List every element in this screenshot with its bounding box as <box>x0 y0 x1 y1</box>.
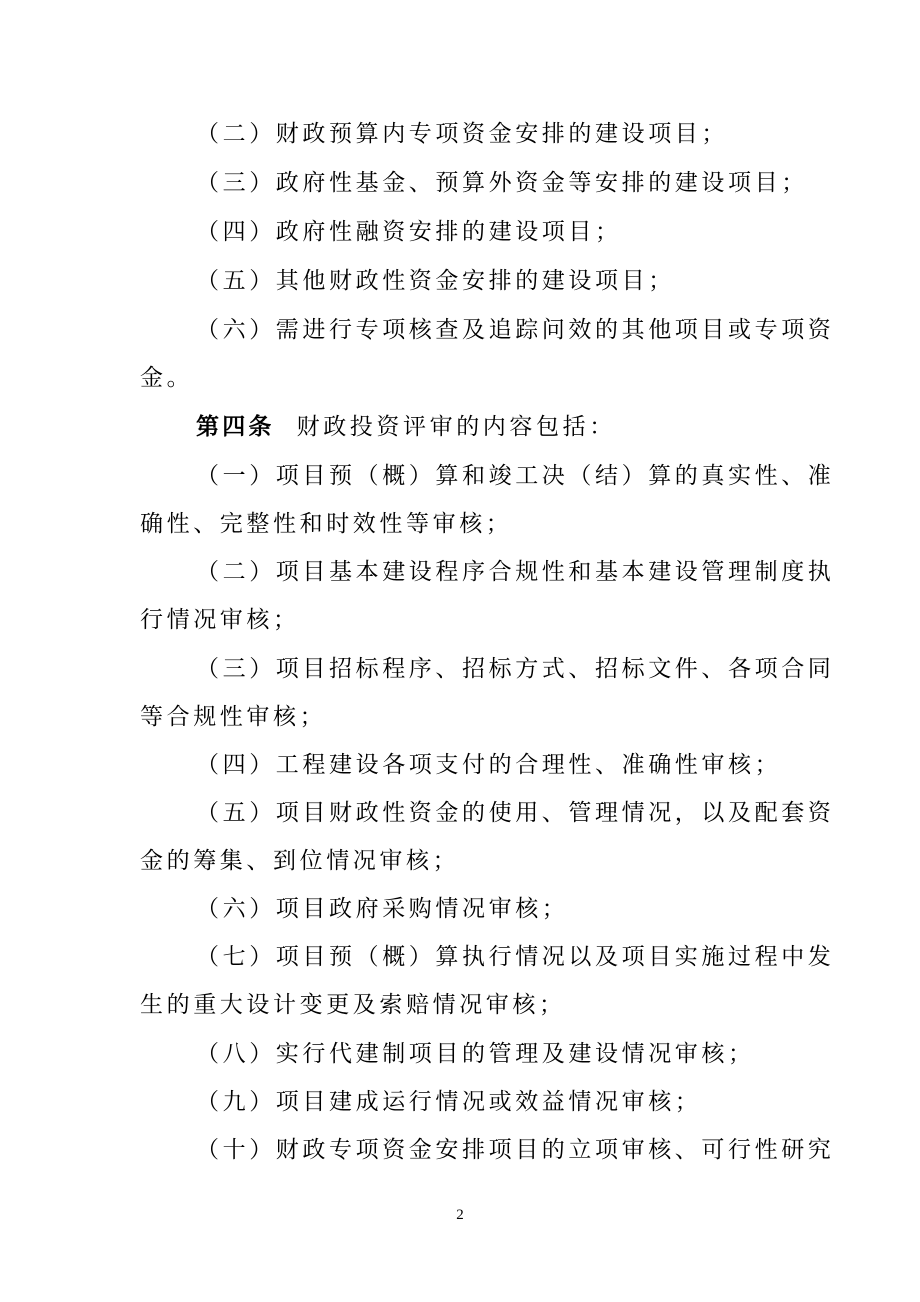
paragraph-line: （三）政府性基金、预算外资金等安排的建设项目； <box>196 170 808 196</box>
paragraph-line: （十）财政专项资金安排项目的立项审核、可行性研究 <box>196 1137 835 1163</box>
paragraph-line: 金的筹集、到位情况审核； <box>140 848 460 874</box>
paragraph-line: 生的重大设计变更及索赔情况审核； <box>140 992 566 1018</box>
paragraph-line: （一）项目预（概）算和竣工决（结）算的真实性、准 <box>196 463 835 489</box>
paragraph-line: （九）项目建成运行情况或效益情况审核； <box>196 1089 702 1115</box>
paragraph-line: （二）财政预算内专项资金安排的建设项目； <box>196 121 728 147</box>
page-number: 2 <box>456 1207 464 1223</box>
paragraph-line: 确性、完整性和时效性等审核； <box>140 511 513 537</box>
paragraph-line: （六）需进行专项核查及追踪问效的其他项目或专项资 <box>196 317 835 343</box>
paragraph-line: （八）实行代建制项目的管理及建设情况审核； <box>196 1041 755 1067</box>
paragraph-line: （五）项目财政性资金的使用、管理情况，以及配套资 <box>196 800 835 826</box>
article-four-line <box>196 412 616 442</box>
paragraph-line: （四）政府性融资安排的建设项目； <box>196 219 622 245</box>
paragraph-line: （四）工程建设各项支付的合理性、准确性审核； <box>196 752 782 778</box>
article-heading: 第四条 <box>196 413 275 440</box>
paragraph-line: 等合规性审核； <box>140 704 327 730</box>
paragraph-line: （二）项目基本建设程序合规性和基本建设管理制度执 <box>196 559 835 585</box>
paragraph-line: 行情况审核； <box>140 607 300 633</box>
paragraph-line: （六）项目政府采购情况审核； <box>196 896 569 922</box>
paragraph-line: （五）其他财政性资金安排的建设项目； <box>196 268 675 294</box>
paragraph-line: （三）项目招标程序、招标方式、招标文件、各项合同 <box>196 656 835 682</box>
paragraph-line: 金。 <box>140 365 194 391</box>
paragraph-line: （七）项目预（概）算执行情况以及项目实施过程中发 <box>196 944 835 970</box>
article-text: 财政投资评审的内容包括： <box>296 414 616 440</box>
